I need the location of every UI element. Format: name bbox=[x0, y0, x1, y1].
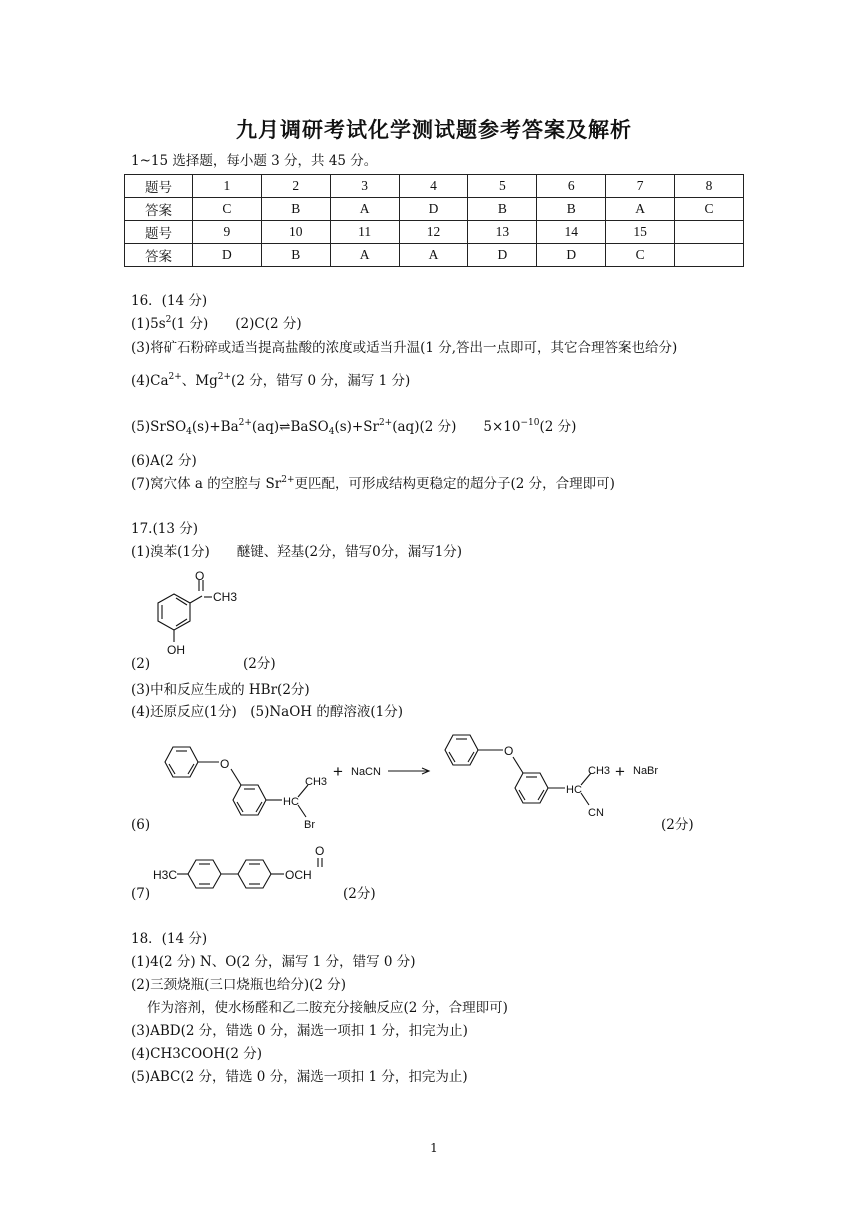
page-number: 1 bbox=[430, 1141, 438, 1155]
table-cell: 9 bbox=[192, 221, 261, 244]
q16-part6: (6)A(2 分) bbox=[131, 453, 197, 469]
table-cell: B bbox=[537, 198, 606, 221]
structure-3-hydroxyacetophenone bbox=[140, 566, 260, 665]
q17-part1: (1)溴苯(1分) 醚键、羟基(2分，错写0分，漏写1分) bbox=[131, 544, 463, 560]
table-cell: C bbox=[192, 198, 261, 221]
carbonyl-o: O bbox=[195, 569, 205, 583]
table-cell: 11 bbox=[330, 221, 399, 244]
q17-part4-5: (4)还原反应(1分) (5)NaOH 的醇溶液(1分) bbox=[131, 704, 403, 720]
table-cell: A bbox=[330, 244, 399, 267]
table-cell: 3 bbox=[330, 175, 399, 198]
table-cell: 7 bbox=[606, 175, 675, 198]
intro-text: 1~15 选择题，每小题 3 分，共 45 分。 bbox=[131, 153, 378, 169]
q17-part7-label: (7) bbox=[131, 886, 151, 902]
methyl-group: H3C bbox=[153, 868, 178, 882]
q16-part7: (7)窝穴体 a 的空腔与 $Sr^{2+}$更匹配，可形成结构更稳定的超分子(2 分，合理即可) bbox=[131, 475, 615, 492]
table-cell: 15 bbox=[606, 221, 675, 244]
table-cell bbox=[675, 244, 744, 267]
table-cell: 2 bbox=[261, 175, 330, 198]
q16-part4: $(4)Ca^{2+}$、$Mg^{2+}(2$ 分，错写 0 分，漏写 1 分) bbox=[131, 372, 411, 389]
table-cell bbox=[675, 221, 744, 244]
q17-part6-score: (2分) bbox=[661, 817, 694, 833]
methyl-right: CH3 bbox=[588, 765, 611, 777]
table-cell: 4 bbox=[399, 175, 468, 198]
page-title: 九月调研考试化学测试题参考答案及解析 bbox=[236, 117, 632, 142]
table-cell: D bbox=[468, 244, 537, 267]
q17-part6-label: (6) bbox=[131, 817, 151, 833]
q17-part2-score: (2分) bbox=[243, 656, 276, 672]
q18-part5: (5)ABC(2 分，错选 0 分，漏选一项扣 1 分，扣完为止) bbox=[131, 1069, 468, 1085]
bromo-label: Br bbox=[304, 819, 315, 831]
q16-header: 16．(14 分) bbox=[131, 293, 208, 309]
table-cell: B bbox=[468, 198, 537, 221]
ether-o-left: O bbox=[220, 757, 230, 771]
table-cell: A bbox=[399, 244, 468, 267]
q16-part5: $(5)SrSO_4(s)+Ba^{2+}(aq)\rightleftharpoons BaSO_4(s)+Sr^{2+}(aq)(2$ 分) $5\times 10^{-10}(2$ 分) bbox=[131, 418, 577, 437]
table-cell: 12 bbox=[399, 221, 468, 244]
table-cell: 8 bbox=[675, 175, 744, 198]
ester-group: OCH bbox=[285, 868, 312, 882]
structure-formate-ester bbox=[150, 840, 350, 894]
table-cell: 10 bbox=[261, 221, 330, 244]
methyl-label: CH3 bbox=[213, 590, 238, 604]
reaction-equation bbox=[145, 727, 715, 836]
table-cell: A bbox=[330, 198, 399, 221]
table-cell: 1 bbox=[192, 175, 261, 198]
table-cell: C bbox=[606, 244, 675, 267]
ether-o-right: O bbox=[504, 744, 514, 758]
table-cell: D bbox=[192, 244, 261, 267]
table-row bbox=[125, 221, 744, 244]
table-row bbox=[125, 198, 744, 221]
q17-part2-label: (2) bbox=[131, 656, 151, 672]
table-cell: B bbox=[261, 244, 330, 267]
table-cell: A bbox=[606, 198, 675, 221]
hc-right: HC bbox=[566, 784, 582, 796]
plus-sign-1: + bbox=[333, 762, 343, 781]
formyl-o: O bbox=[315, 844, 325, 858]
q18-header: 18．(14 分) bbox=[131, 931, 208, 947]
table-cell: 13 bbox=[468, 221, 537, 244]
q16-part1: $(1)5s^2(1$ 分) (2)C(2 分) bbox=[131, 315, 302, 332]
table-row-header: 答案 bbox=[125, 244, 193, 267]
table-cell: B bbox=[261, 198, 330, 221]
q18-part4: (4)CH3COOH(2 分) bbox=[131, 1046, 262, 1062]
plus-sign-2: + bbox=[615, 762, 625, 781]
q17-part3: (3)中和反应生成的 HBr(2分) bbox=[131, 682, 310, 698]
hydroxyl-label: OH bbox=[167, 643, 185, 657]
table-cell: 5 bbox=[468, 175, 537, 198]
table-cell: D bbox=[537, 244, 606, 267]
q17-header: 17.(13 分) bbox=[131, 521, 198, 537]
table-row bbox=[125, 244, 744, 267]
table-cell: 14 bbox=[537, 221, 606, 244]
q18-part1: (1)4(2 分) N、O(2 分，漏写 1 分，错写 0 分) bbox=[131, 954, 416, 970]
table-cell: 6 bbox=[537, 175, 606, 198]
cyano-label: CN bbox=[588, 807, 604, 819]
hc-left: HC bbox=[283, 796, 299, 808]
q18-part3: (3)ABD(2 分，错选 0 分，漏选一项扣 1 分，扣完为止) bbox=[131, 1023, 468, 1039]
methyl-left: CH3 bbox=[305, 776, 328, 788]
nabr-label: NaBr bbox=[633, 765, 659, 777]
table-row-header: 题号 bbox=[125, 175, 193, 198]
nacn-label: NaCN bbox=[351, 766, 381, 778]
table-row-header: 答案 bbox=[125, 198, 193, 221]
table-cell: D bbox=[399, 198, 468, 221]
table-cell: C bbox=[675, 198, 744, 221]
q16-part3: (3)将矿石粉碎或适当提高盐酸的浓度或适当升温(1 分,答出一点即可，其它合理答案也给分) bbox=[131, 340, 678, 356]
table-row-header: 题号 bbox=[125, 221, 193, 244]
table-row bbox=[125, 175, 744, 198]
q18-part2-note: 作为溶剂，使水杨醛和乙二胺充分接触反应(2 分，合理即可) bbox=[147, 1000, 508, 1016]
q17-part7-score: (2分) bbox=[343, 886, 376, 902]
answer-table bbox=[124, 174, 744, 267]
q18-part2: (2)三颈烧瓶(三口烧瓶也给分)(2 分) bbox=[131, 977, 347, 993]
